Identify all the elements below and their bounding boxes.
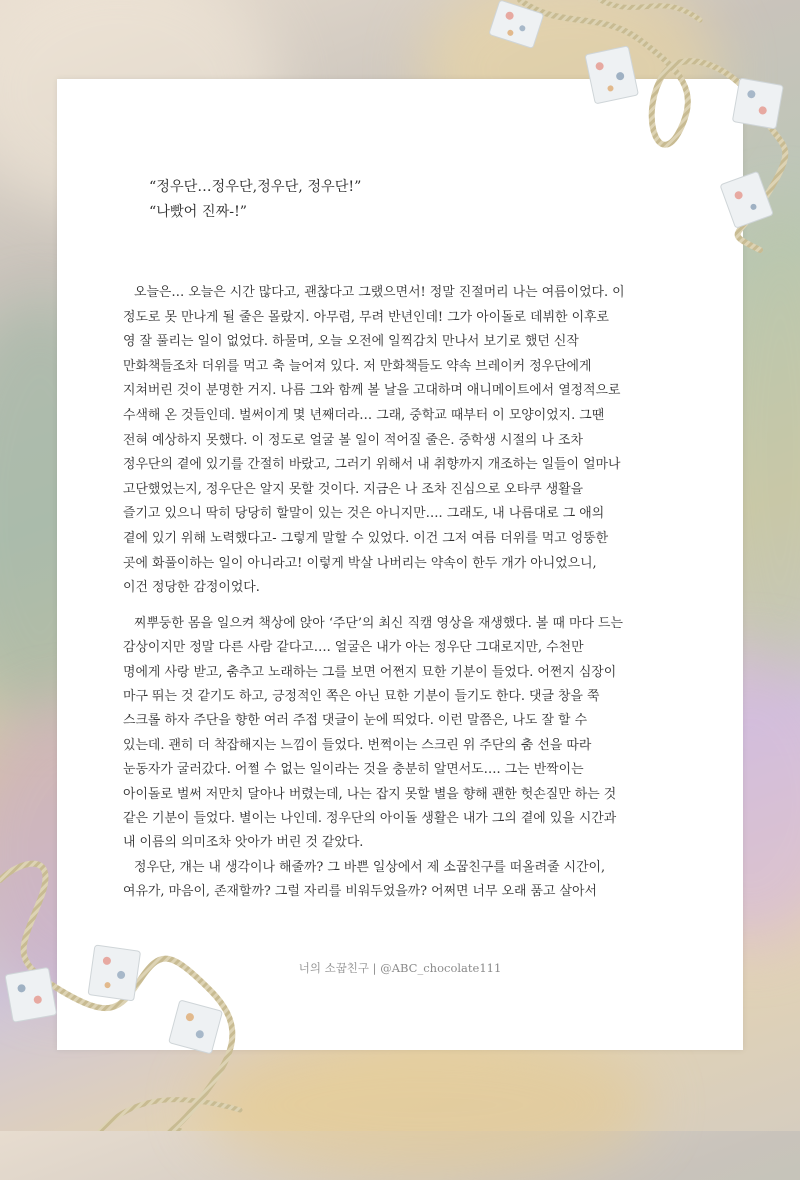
dialogue-line: “나빴어 진짜-!” xyxy=(149,203,248,220)
text-line: 전혀 예상하지 못했다. 이 정도로 얼굴 볼 일이 적어질 줄은. 중학생 시절의 나 조차 xyxy=(123,432,583,448)
story-body xyxy=(123,281,688,905)
text-line: 영 잘 풀리는 일이 없었다. 하물며, 오늘 오전에 일찍감치 만나서 보기로 했던 신작 xyxy=(123,334,579,350)
text-line: 정우단의 곁에 있기를 간절히 바랐고, 그러기 위해서 내 취향까지 개조하는 일들이 얼마나 xyxy=(123,457,621,473)
page-footer: 너의 소꿉친구 | @ABC_chocolate111 xyxy=(298,961,502,975)
text-line: 여유가, 마음이, 존재할까? 그럴 자리를 비워두었을까? 어쩌면 너무 오래 품고 살아서 xyxy=(123,884,597,900)
text-line: 오늘은… 오늘은 시간 많다고, 괜찮다고 그랬으면서! 정말 진절머리 나는 여름이었다. 이 xyxy=(134,285,625,300)
text-line: 스크롤 하자 주단을 향한 여러 주접 댓글이 눈에 띄었다. 이런 말쯤은, 나도 잘 할 수 xyxy=(123,713,588,729)
text-line: 내 이름의 의미조차 앗아가 버린 것 같았다. xyxy=(123,835,364,851)
text-line: 같은 기분이 들었다. 별이는 나인데. 정우단의 아이돌 생활은 내가 그의 곁에 있을 시간과 xyxy=(123,810,617,826)
text-line: 있는데. 괜히 더 착잡해지는 느낌이 들었다. 번쩍이는 스크린 위 주단의 춤 선을 따라 xyxy=(123,737,592,753)
text-line: 마구 뛰는 것 같기도 하고, 긍정적인 쪽은 아닌 묘한 기분이 들기도 한다. 댓글 창을 쭉 xyxy=(123,688,600,704)
dialogue-block xyxy=(149,175,361,224)
text-line: 곳에 화풀이하는 일이 아니라고! 이렇게 박살 나버리는 약속이 한두 개가 아니었으니, xyxy=(123,555,597,571)
text-line: 정우단, 걔는 내 생각이나 해줄까? 그 바쁜 일상에서 제 소꿉친구를 떠올려줄 시간이, xyxy=(134,859,606,875)
text-line: 수색해 온 것들인데. 벌써이게 몇 년째더라… 그래, 중학교 때부터 이 모양이었지. 그땐 xyxy=(123,407,605,423)
text-line: 찌뿌둥한 몸을 일으켜 책상에 앉아 ‘주단’의 최신 직캠 영상을 재생했다. 볼 때 마다 드는 xyxy=(134,615,623,631)
text-line: 눈동자가 굴러갔다. 어쩔 수 없는 일이라는 것을 충분히 알면서도…. 그는 반짝이는 xyxy=(123,762,584,778)
text-line: 아이돌로 벌써 저만치 달아나 버렸는데, 나는 잡지 못할 별을 향해 괜한 헛손질만 하는 것 xyxy=(123,786,617,802)
text-line: 이건 정당한 감정이었다. xyxy=(123,580,260,596)
text-line: 곁에 있기 위해 노력했다고- 그렇게 말할 수 있었다. 이건 그저 여름 더위를 먹고 엉뚱한 xyxy=(123,530,609,546)
paragraph-1 xyxy=(123,281,688,601)
bg-glow xyxy=(200,1030,650,1180)
text-line: 고단했었는지, 정우단은 알지 못할 것이다. 지금은 나 조차 진심으로 오타쿠 생활을 xyxy=(123,481,584,497)
text-line: 즐기고 있으니 딱히 당당히 할말이 있는 것은 아니지만…. 그래도, 내 나름대로 그 애의 xyxy=(123,506,605,522)
dialogue-line: “정우단…정우단,정우단, 정우단!” xyxy=(149,179,362,195)
text-line: 만화책들조차 더위를 먹고 축 늘어져 있다. 저 만화책들도 약속 브레이커 정우단에게 xyxy=(123,358,592,374)
text-line: 감상이지만 정말 다른 사람 같다고…. 얼굴은 내가 아는 정우단 그대로지만, 수천만 xyxy=(123,640,584,656)
text-line: 명에게 사랑 받고, 춤추고 노래하는 그를 보면 어쩐지 묘한 기분이 들었다. 어쩐지 심장이 xyxy=(123,664,617,680)
text-line: 지쳐버린 것이 분명한 거지. 나름 그와 함께 볼 날을 고대하며 애니메이트에서 열정적으로 xyxy=(123,383,621,399)
paragraph-2 xyxy=(123,612,688,905)
text-line: 정도로 못 만나게 될 줄은 몰랐지. 아무렴, 무려 반년인데! 그가 아이돌로 데뷔한 이후로 xyxy=(123,309,609,325)
paper-page xyxy=(57,79,743,1050)
